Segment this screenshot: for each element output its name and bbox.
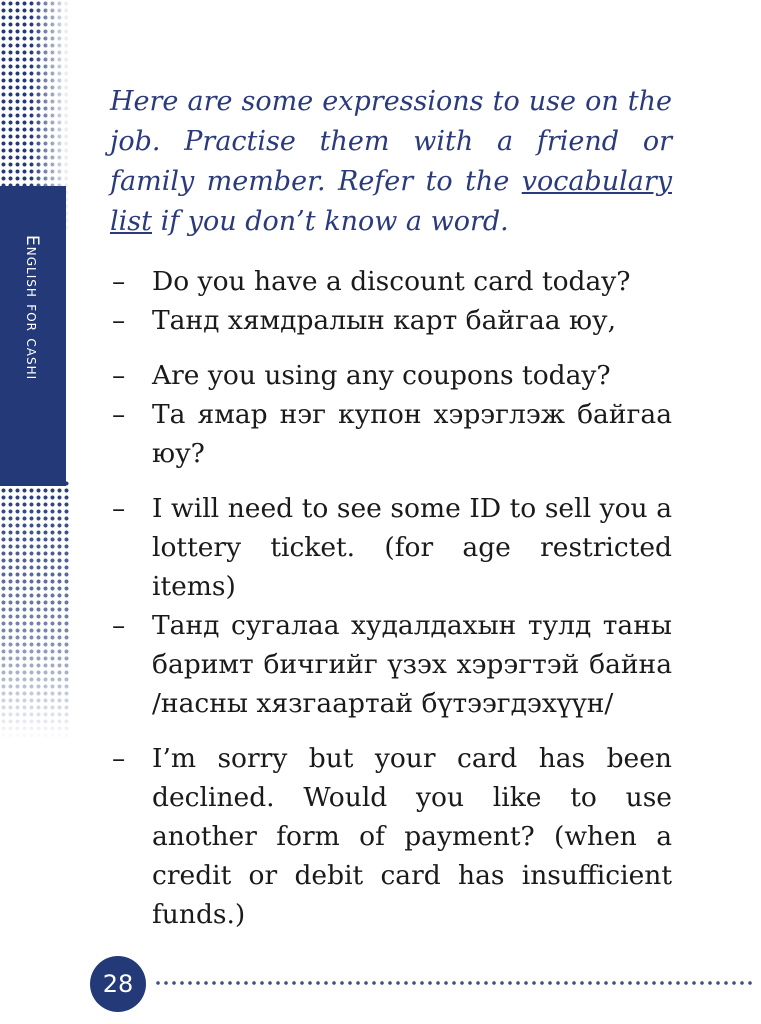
- expression-text: Та ямар нэг купон хэрэглэж байгаа юу?: [152, 399, 672, 469]
- halftone-decoration-bottom: [0, 480, 70, 740]
- dash-marker: –: [112, 493, 126, 524]
- expression-group: [112, 739, 672, 934]
- expression-mongolian: [112, 606, 672, 723]
- expression-text: Танд хямдралын карт байгаа юу,: [152, 305, 617, 336]
- expression-english: [112, 356, 672, 395]
- section-tab-label: English for cashi: [22, 235, 42, 381]
- dash-marker: –: [112, 360, 126, 391]
- expression-english: [112, 489, 672, 606]
- dash-marker: –: [112, 305, 126, 336]
- expression-english: [112, 262, 672, 301]
- dash-marker: –: [112, 266, 126, 297]
- expression-text: Do you have a discount card today?: [152, 266, 631, 297]
- expression-text: Are you using any coupons today?: [152, 360, 611, 391]
- dash-marker: –: [112, 610, 126, 641]
- expression-english: [112, 739, 672, 934]
- footer-dotted-rule: [154, 980, 754, 986]
- expression-text: Танд сугалаа худалдахын тулд таны баримт бичгийг үзэх хэрэгтэй байна /насны хязгаартай бүтээгдэхүүн/: [152, 610, 672, 719]
- expression-group: [112, 262, 672, 340]
- expression-text: I’m sorry but your card has been declined. Would you like to use another form of payment? (when a credit or debit card has insufficient funds.): [152, 743, 672, 930]
- expression-group: [112, 356, 672, 473]
- vocabulary-list-link[interactable]: vocabulary list: [110, 166, 672, 237]
- expression-group: [112, 489, 672, 723]
- expression-mongolian: [112, 395, 672, 473]
- intro-text-start: Here are some expressions to use on the job. Practise them with a friend or family member. Refer to the: [110, 86, 672, 197]
- page-number-badge: 28: [90, 956, 146, 1012]
- dash-marker: –: [112, 399, 126, 430]
- dash-marker: –: [112, 743, 126, 774]
- expression-text: I will need to see some ID to sell you a lottery ticket. (for age restricted items): [152, 493, 672, 602]
- intro-paragraph: [110, 82, 672, 242]
- intro-text-end: if you don’t know a word.: [151, 206, 509, 237]
- expression-list: [112, 262, 672, 950]
- expression-mongolian: [112, 301, 672, 340]
